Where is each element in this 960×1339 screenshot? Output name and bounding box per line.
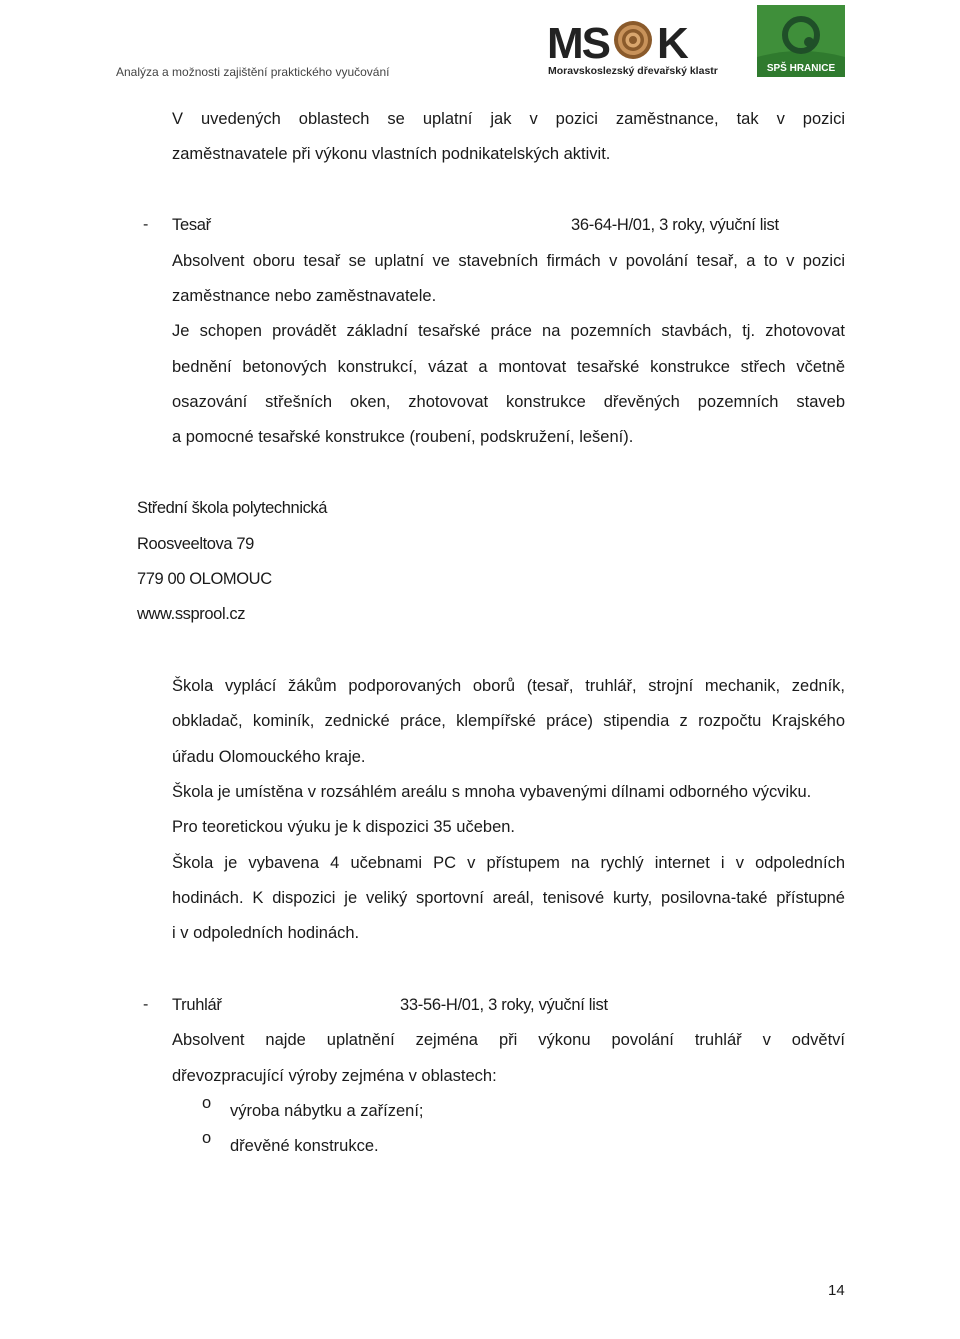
- school-name: Střední škola polytechnická: [137, 499, 328, 517]
- truhlar-text-line: dřevozpracující výroby zejména v oblastech:: [172, 1067, 497, 1085]
- tesar-text-line: a pomocné tesařské konstrukce (roubení, podskružení, lešení).: [172, 428, 634, 446]
- school-info-line: Škola vyplácí žákům podporovaných oborů (tesař, truhlář, strojní mechanik, zedník,: [172, 677, 845, 695]
- svg-text:MS: MS: [547, 19, 609, 68]
- msdk-logo-subtitle: Moravskoslezský dřevařský klastr: [548, 65, 718, 77]
- bullet-text: dřevěné konstrukce.: [230, 1137, 379, 1155]
- msdk-logo: [545, 14, 725, 80]
- sps-hranice-logo: [757, 5, 845, 77]
- school-street: Roosveeltova 79: [137, 535, 254, 553]
- bullet-marker: o: [202, 1129, 212, 1147]
- school-info-line: obkladač, kominík, zednické práce, klempířské práce) stipendia z rozpočtu Krajského: [172, 712, 845, 730]
- page-number: 14: [828, 1282, 845, 1299]
- tesar-code: 36-64-H/01, 3 roky, výuční list: [571, 216, 779, 234]
- school-info-line: úřadu Olomouckého kraje.: [172, 748, 366, 766]
- svg-text:K: K: [657, 19, 689, 68]
- document-header-title: Analýza a možnosti zajištění praktického vyučování: [116, 65, 390, 79]
- truhlar-title: Truhlář: [172, 996, 222, 1014]
- truhlar-code: 33-56-H/01, 3 roky, výuční list: [400, 996, 608, 1014]
- school-info-line: Pro teoretickou výuku je k dispozici 35 učeben.: [172, 818, 516, 836]
- school-info-line: i v odpoledních hodinách.: [172, 924, 360, 942]
- school-city: 779 00 OLOMOUC: [137, 570, 272, 588]
- school-web-link[interactable]: www.ssprool.cz: [137, 605, 246, 623]
- tesar-text-line: osazování střešních oken, zhotovovat konstrukce dřevěných pozemních staveb: [172, 393, 845, 411]
- bullet-text: výroba nábytku a zařízení;: [230, 1102, 424, 1120]
- truhlar-text-line: Absolvent najde uplatnění zejména při výkonu povolání truhlář v odvětví: [172, 1031, 845, 1049]
- school-info-line: hodinách. K dispozici je veliký sportovní areál, tenisové kurty, posilovna-také přístupné: [172, 889, 845, 907]
- tesar-text-line: Absolvent oboru tesař se uplatní ve stavebních firmách v povolání tesař, a to v pozici: [172, 252, 845, 270]
- tesar-title: Tesař: [172, 216, 211, 234]
- truhlar-dash: -: [143, 996, 149, 1013]
- tesar-text-line: Je schopen provádět základní tesařské práce na pozemních stavbách, tj. zhotovovat: [172, 322, 845, 340]
- tesar-text-line: bednění betonových konstrukcí, vázat a montovat tesařské konstrukce střech včetně: [172, 358, 845, 376]
- bullet-marker: o: [202, 1094, 212, 1112]
- tesar-dash: -: [143, 216, 149, 233]
- tesar-text-line: zaměstnance nebo zaměstnavatele.: [172, 287, 437, 305]
- school-info-line: Škola je vybavena 4 učebnami PC v přístupem na rychlý internet i v odpoledních: [172, 854, 845, 872]
- school-info-line: Škola je umístěna v rozsáhlém areálu s mnoha vybavenými dílnami odborného výcviku.: [172, 783, 812, 801]
- sps-logo-text: SPŠ HRANICE: [766, 63, 836, 74]
- intro-line-1: V uvedených oblastech se uplatní jak v pozici zaměstnance, tak v pozici: [172, 110, 845, 128]
- intro-line-2: zaměstnavatele při výkonu vlastních podnikatelských aktivit.: [172, 145, 611, 163]
